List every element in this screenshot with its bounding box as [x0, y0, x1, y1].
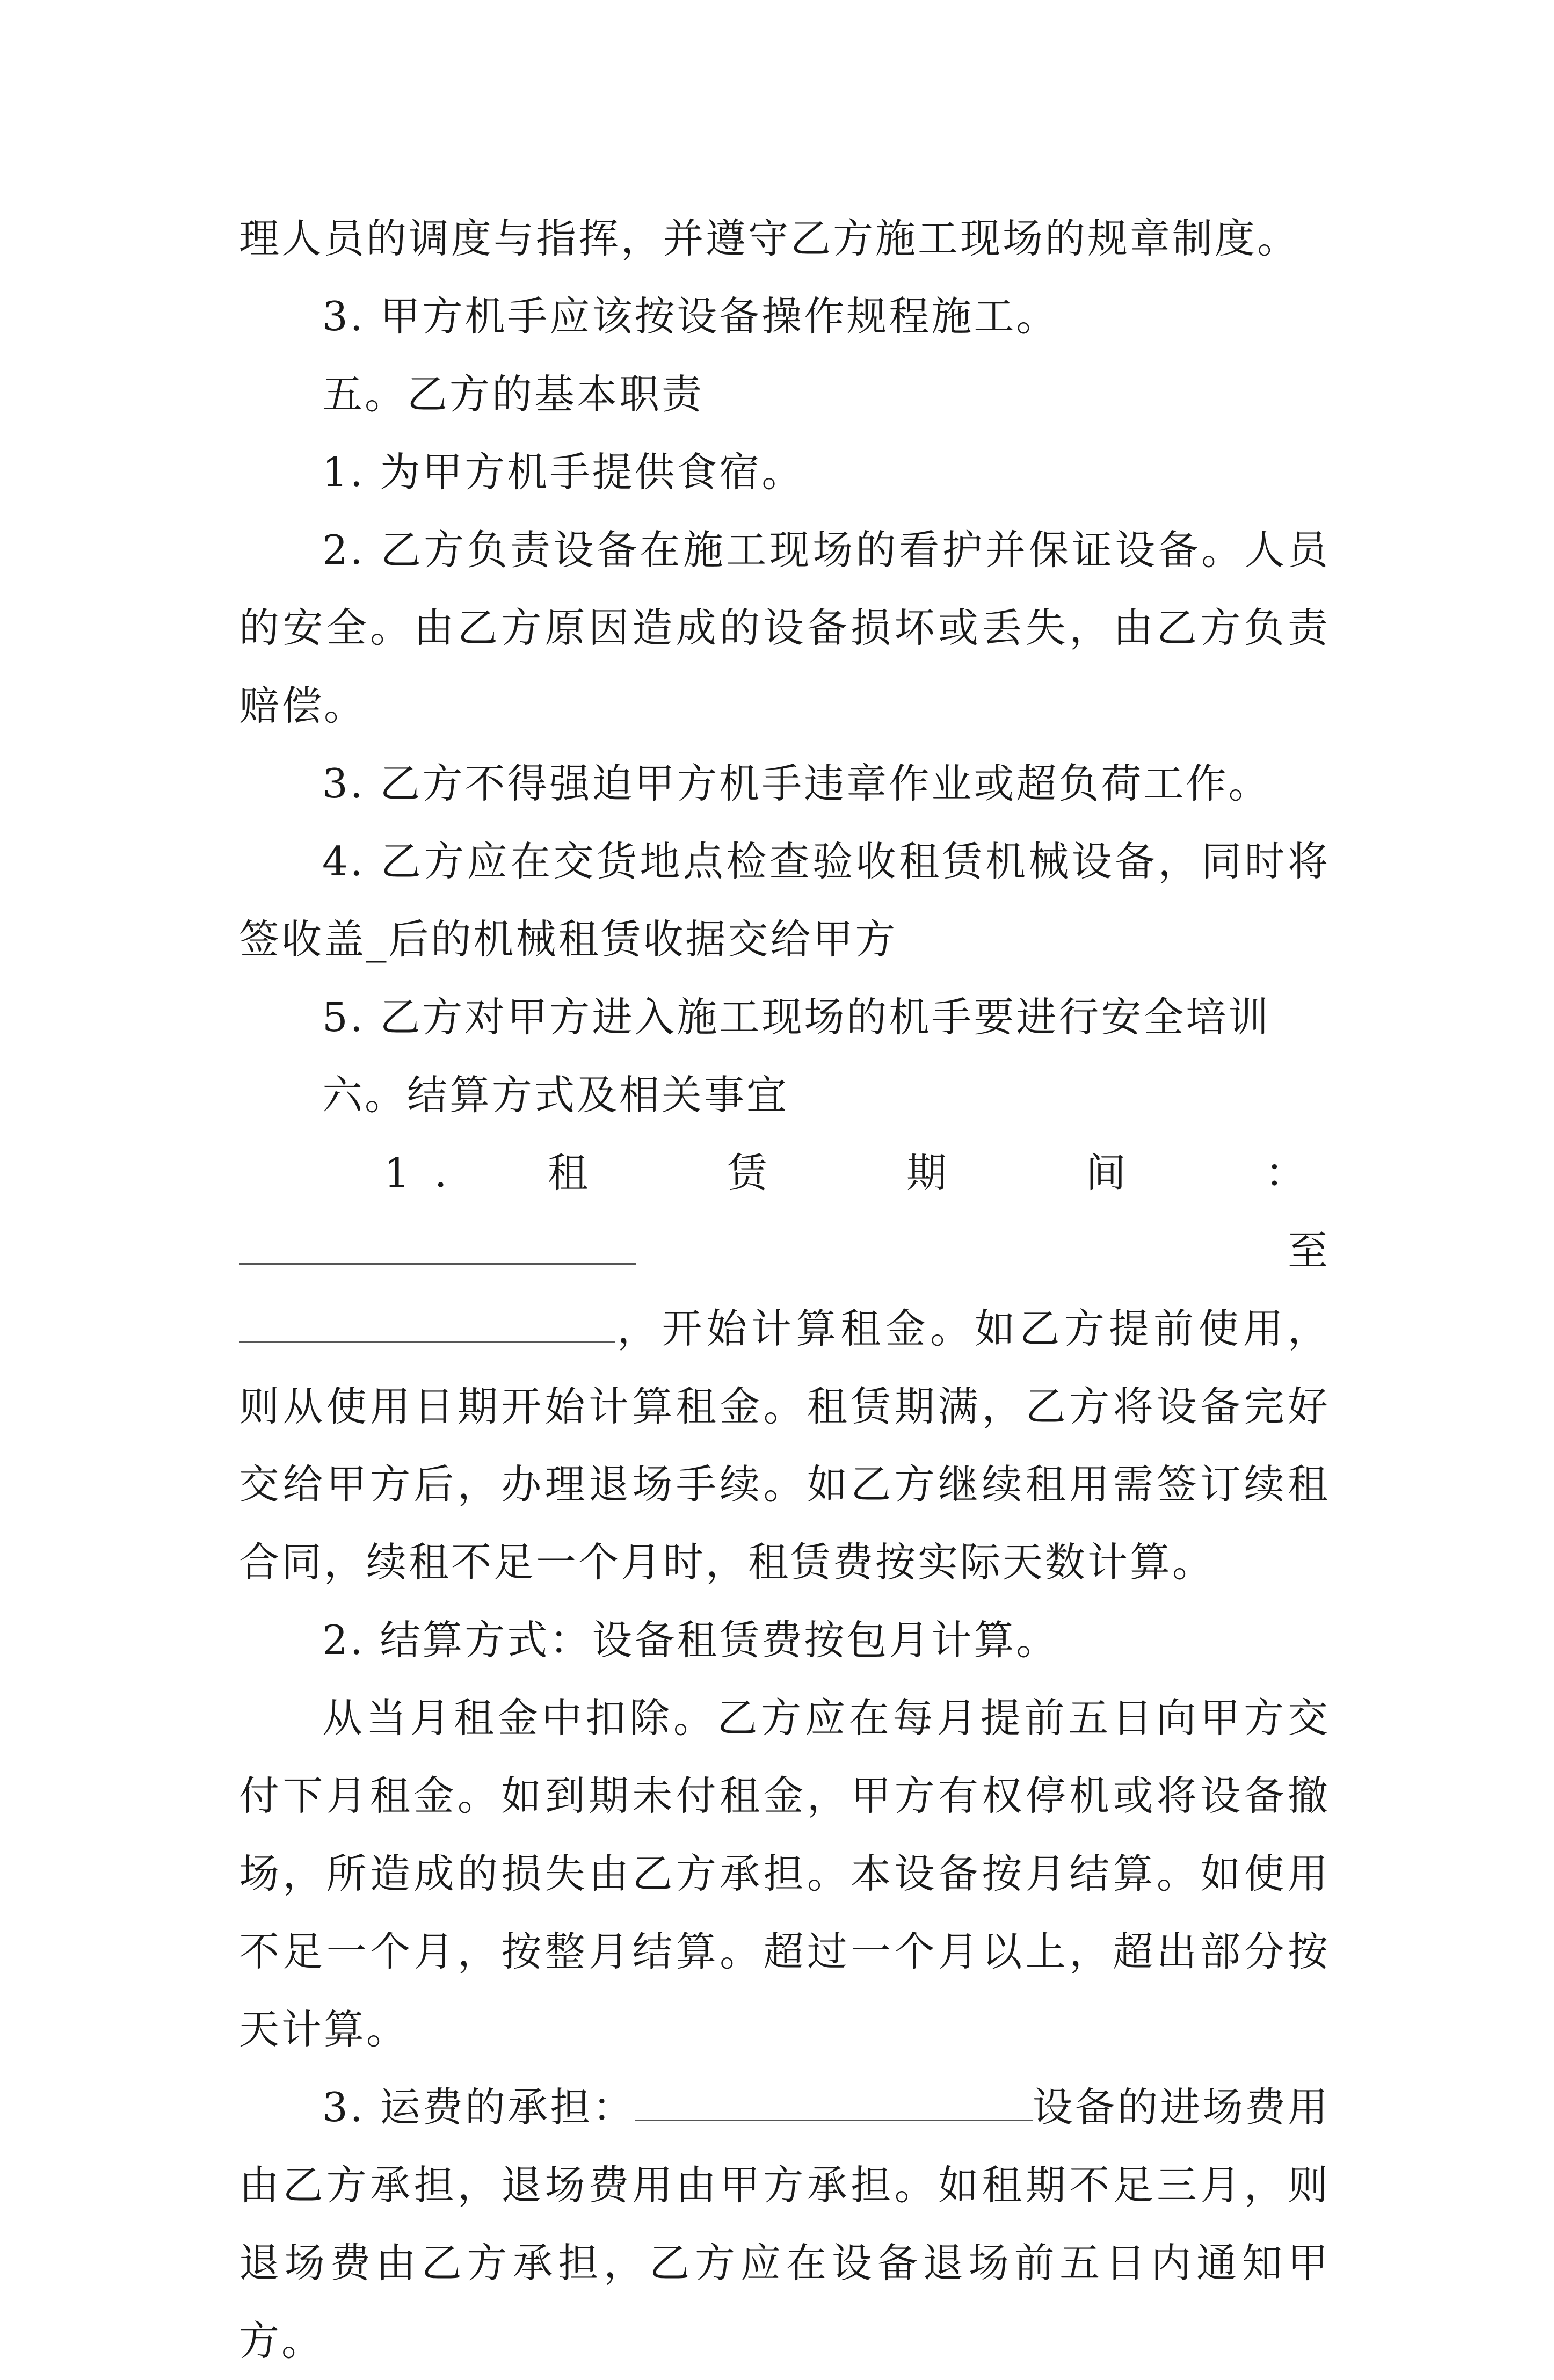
- document-body: [239, 200, 1330, 2380]
- paragraph-safety-training: 5. 乙方对甲方进入施工现场的机手要进行安全培训: [322, 993, 1271, 1041]
- paragraph-operator-rules: 3. 甲方机手应该按设备操作规程施工。: [322, 293, 1059, 340]
- lease-period-label: 1. 租 赁 期 间 ：: [384, 1149, 1330, 1196]
- paragraph-no-forced-work: 3. 乙方不得强迫甲方机手违章作业或超负荷工作。: [322, 760, 1271, 807]
- paragraph-settlement-method: 2. 结算方式：设备租赁费按包月计算。: [322, 1616, 1059, 1664]
- lease-period-text: ，开始计算租金。如乙方提前使用，则从使用日期开始计算租金。租赁期满，乙方将设备完好交给甲方后，办理退场手续。如乙方继续租用需签订续租合同，续租不足一个月时，租赁费按实际天数计算。: [239, 1305, 1330, 1586]
- paragraph-room-board: 1. 为甲方机手提供食宿。: [322, 448, 804, 496]
- lease-start-blank[interactable]: [239, 1229, 636, 1265]
- freight-label: 3. 运费的承担：: [322, 2084, 635, 2131]
- lease-period-continuation: [239, 1290, 1330, 1601]
- paragraph-delivery-inspection: 4. 乙方应在交货地点检查验收租赁机械设备，同时将签收盖_后的机械租赁收据交给甲方: [239, 838, 1330, 963]
- freight-blank[interactable]: [635, 2085, 1033, 2121]
- section-heading-settlement: 六。结算方式及相关事宜: [322, 1071, 789, 1119]
- paragraph-rent-payment: 从当月租金中扣除。乙方应在每月提前五日向甲方交付下月租金。如到期未付租金，甲方有权停机或将设备撤场，所造成的损失由乙方承担。本设备按月结算。如使用不足一个月，按整月结算。超过一个月以上，超出部分按天计算。: [239, 1694, 1330, 2053]
- lease-period-line: [239, 1134, 1330, 1290]
- lease-to-word: 至: [636, 1227, 1330, 1274]
- lease-end-blank[interactable]: [239, 1307, 615, 1343]
- paragraph-freight: [239, 2069, 1330, 2380]
- paragraph-equipment-custody: 2. 乙方负责设备在施工现场的看护并保证设备。人员的安全。由乙方原因造成的设备损坏或丢失，由乙方负责赔偿。: [239, 526, 1330, 729]
- section-heading-party-b-duties: 五。乙方的基本职责: [322, 371, 705, 418]
- freight-text: 设备的进场费用由乙方承担，退场费用由甲方承担。如租期不足三月，则退场费由乙方承担，乙方应在设备退场前五日内通知甲方。: [239, 2084, 1330, 2364]
- paragraph-dispatch: 理人员的调度与指挥，并遵守乙方施工现场的规章制度。: [239, 215, 1300, 262]
